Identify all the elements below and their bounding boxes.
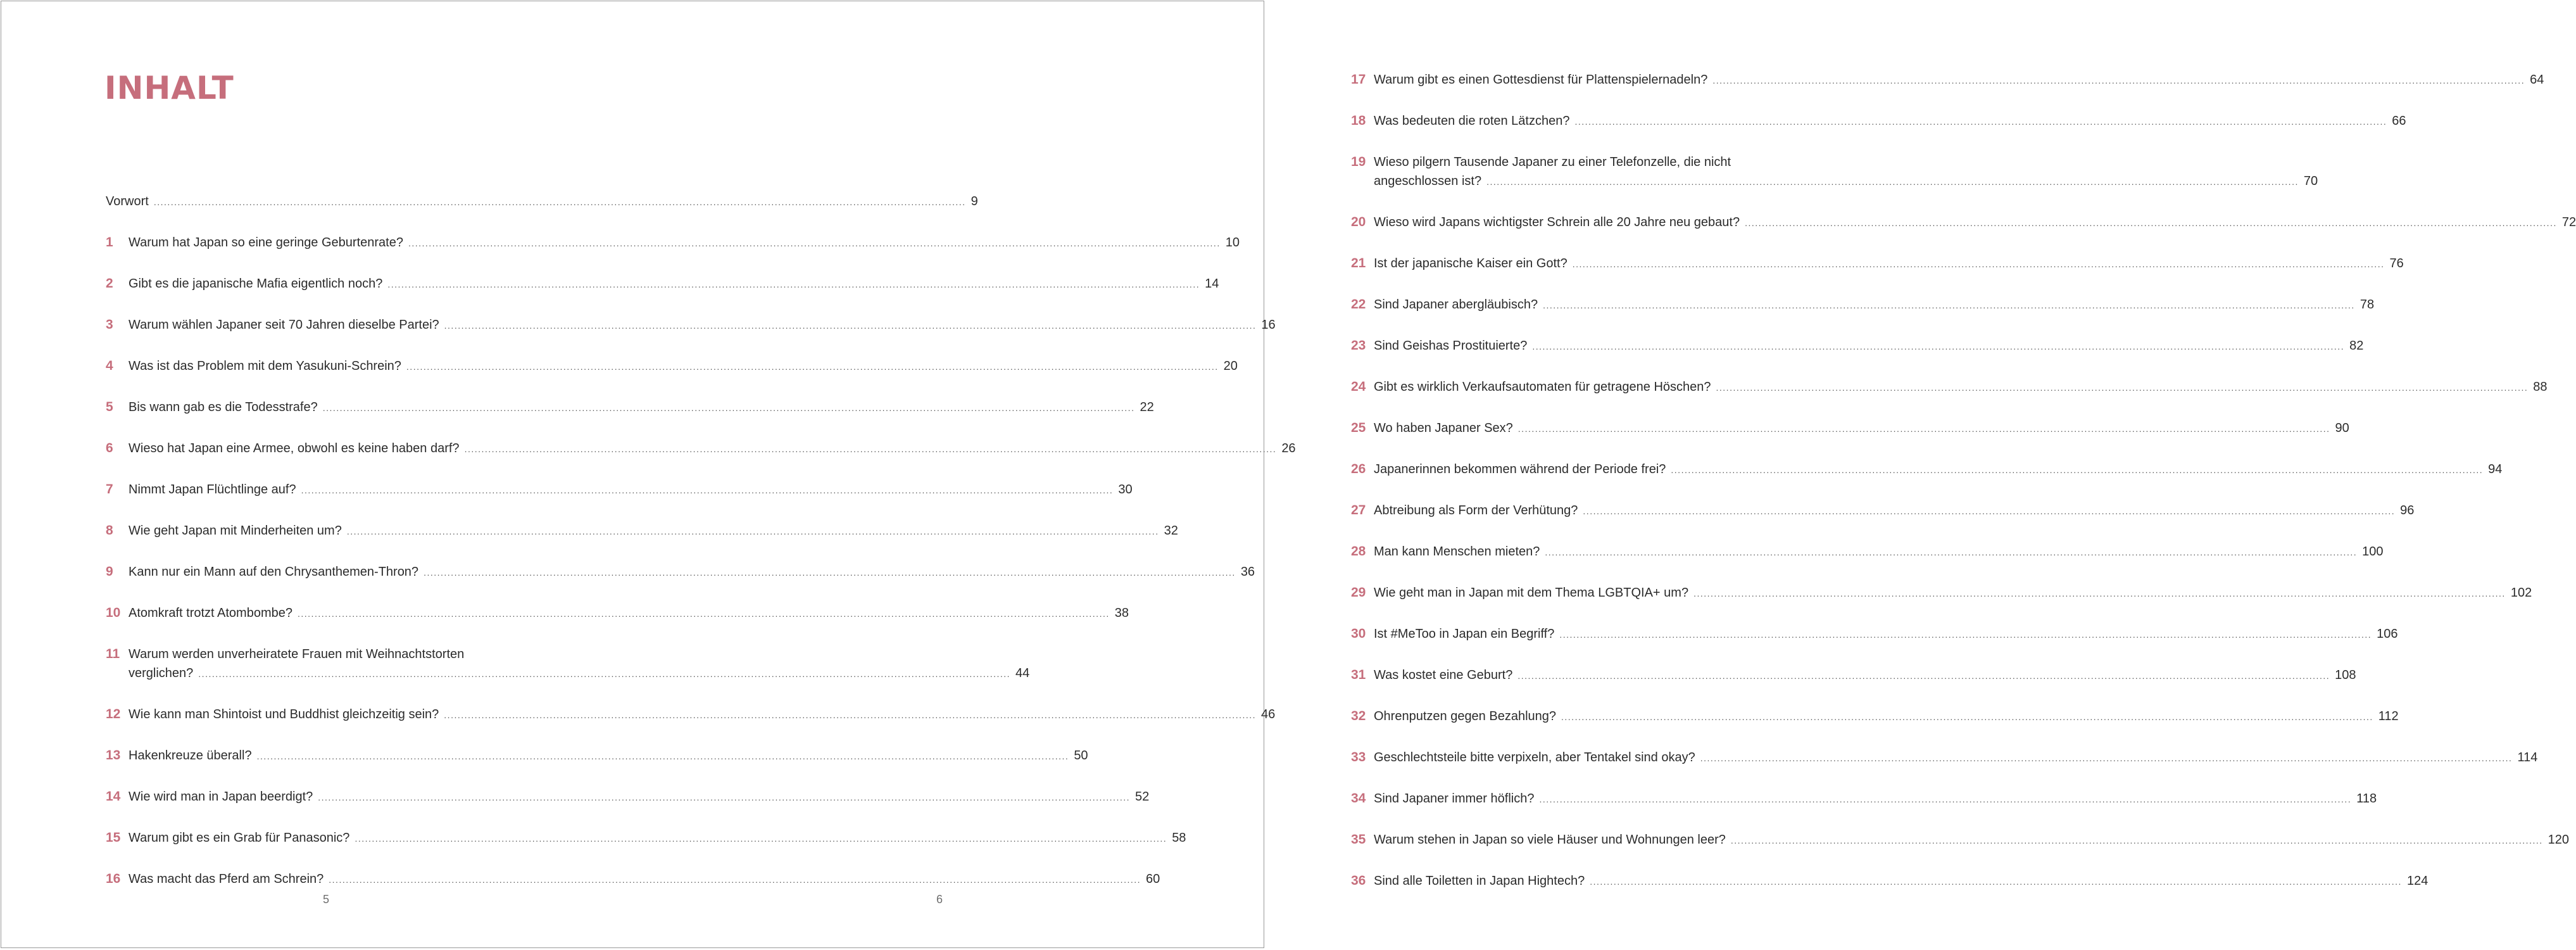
entry-title: Wieso wird Japans wichtigster Schrein alle 20 Jahre neu gebaut?: [1374, 215, 1740, 229]
entry-title: Gibt es die japanische Mafia eigentlich noch?: [129, 277, 383, 291]
entry-number: 4: [106, 358, 113, 373]
entry-page-number: 32: [1164, 524, 1178, 538]
entry-title: Man kann Menschen mieten?: [1374, 545, 1540, 559]
dot-leader: [1590, 872, 2402, 891]
entry-number: 6: [106, 441, 113, 455]
entry-title: Hakenkreuze überall?: [129, 749, 252, 763]
entry-page-number: 94: [2488, 462, 2503, 476]
toc-entry[interactable]: [1351, 666, 2356, 685]
dot-leader: [1671, 460, 2483, 479]
dot-leader: [1539, 790, 2351, 809]
book-spread: [1, 1, 2576, 948]
toc-entry[interactable]: [106, 480, 1133, 500]
entry-number: 16: [106, 871, 121, 886]
entry-number: 22: [1351, 297, 1366, 312]
toc-entry[interactable]: [1351, 153, 2318, 191]
toc-entry[interactable]: [106, 274, 1219, 294]
entry-title: Japanerinnen bekommen während der Periode frei?: [1374, 462, 1666, 476]
toc-entry[interactable]: [1351, 501, 2415, 521]
dot-leader: [1559, 625, 2372, 644]
entry-title: Ohrenputzen gegen Bezahlung?: [1374, 709, 1557, 723]
entry-number: 3: [106, 317, 113, 332]
entry-title: Ist der japanische Kaiser ein Gott?: [1374, 256, 1568, 270]
entry-number: 32: [1351, 709, 1366, 723]
entry-title: Warum stehen in Japan so viele Häuser und Wohnungen leer?: [1374, 833, 1726, 847]
entry-title: Sind Japaner immer höflich?: [1374, 792, 1535, 806]
entry-number: 20: [1351, 215, 1366, 229]
entry-number: 28: [1351, 544, 1366, 559]
entry-page-number: 22: [1140, 400, 1154, 414]
entry-number: 36: [1351, 873, 1366, 888]
entry-title: Sind Japaner abergläubisch?: [1374, 298, 1538, 312]
entry-number: 15: [106, 830, 121, 845]
toc-entry[interactable]: [106, 439, 1296, 459]
dot-leader: [1543, 296, 2355, 315]
entry-number: 19: [1351, 155, 1366, 169]
entry-title: Wie geht Japan mit Minderheiten um?: [129, 524, 342, 538]
toc-entry[interactable]: [106, 562, 1255, 582]
entry-title: Wo haben Japaner Sex?: [1374, 421, 1513, 435]
dot-leader: [1573, 255, 2385, 274]
dot-leader: [1532, 337, 2344, 356]
entry-page-number: 9: [971, 194, 978, 208]
entry-title: Geschlechtsteile bitte verpixeln, aber Tentakel sind okay?: [1374, 750, 1695, 764]
left-page: [1, 1, 1296, 947]
entry-page-number: 102: [2510, 586, 2532, 600]
entry-title: Gibt es wirklich Verkaufsautomaten für getragene Höschen?: [1374, 380, 1711, 394]
entry-page-number: 36: [1240, 565, 1255, 579]
page-title: INHALT: [104, 70, 234, 106]
entry-number: 10: [106, 605, 121, 620]
entry-title: Warum hat Japan so eine geringe Geburtenrate?: [129, 236, 403, 250]
toc-entry[interactable]: [106, 870, 1160, 889]
entry-page-number: 72: [2561, 215, 2576, 229]
toc-list-right: [1351, 70, 2576, 913]
toc-entry[interactable]: [1351, 707, 2399, 726]
dot-leader: [1574, 112, 2387, 131]
toc-entry[interactable]: [1351, 542, 2384, 562]
toc-entry[interactable]: [106, 233, 1240, 253]
entry-page-number: 88: [2533, 380, 2548, 394]
entry-number: 29: [1351, 585, 1366, 600]
toc-entry[interactable]: [106, 315, 1276, 335]
entry-title: Warum gibt es einen Gottesdienst für Plattenspielernadeln?: [1374, 73, 1708, 87]
entry-number: 5: [106, 400, 113, 414]
entry-title-line2: angeschlossen ist?: [1374, 174, 1482, 188]
entry-number: 27: [1351, 503, 1366, 517]
dot-leader: [1731, 831, 2543, 850]
toc-entry[interactable]: [106, 604, 1129, 623]
entry-title: Ist #MeToo in Japan ein Begriff?: [1374, 627, 1555, 641]
entry-number: 25: [1351, 421, 1366, 435]
toc-entry[interactable]: [106, 828, 1186, 848]
toc-list-left: [106, 192, 1296, 911]
entry-page-number: 14: [1205, 277, 1219, 291]
entry-page-number: 26: [1281, 441, 1296, 455]
entry-page-number: 38: [1114, 606, 1129, 620]
entry-title: Warum gibt es ein Grab für Panasonic?: [129, 831, 350, 845]
entry-page-number: 70: [2303, 174, 2318, 188]
dot-leader: [1545, 543, 2357, 562]
page-number-left: 5: [323, 893, 330, 906]
entry-page-number: 76: [2389, 256, 2404, 270]
entry-number: 26: [1351, 462, 1366, 476]
toc-entries-right: [1351, 70, 2576, 891]
entry-title: Wie kann man Shintoist und Buddhist gleichzeitig sein?: [129, 707, 439, 721]
entry-number: 21: [1351, 256, 1366, 270]
entry-title: Was ist das Problem mit dem Yasukuni-Schrein?: [129, 359, 401, 373]
entry-page-number: 108: [2335, 668, 2356, 682]
entry-title: Kann nur ein Mann auf den Chrysanthemen-Thron?: [129, 565, 419, 579]
dot-leader: [1745, 213, 2557, 232]
entry-title-line2: verglichen?: [129, 666, 194, 680]
entry-page-number: 58: [1172, 831, 1186, 845]
toc-entry[interactable]: [1351, 70, 2544, 90]
entry-page-number: 46: [1261, 707, 1276, 721]
entry-number: 1: [106, 235, 113, 250]
dot-leader: [1693, 584, 2506, 603]
entry-title: Was bedeuten die roten Lätzchen?: [1374, 114, 1570, 128]
entry-number: 12: [106, 707, 121, 721]
entry-number: 35: [1351, 832, 1366, 847]
dot-leader: [1712, 71, 2525, 90]
entry-page-number: 100: [2362, 545, 2384, 559]
dot-leader: [1517, 666, 2330, 685]
entry-title: Sind alle Toiletten in Japan Hightech?: [1374, 874, 1585, 888]
dot-leader: [1518, 419, 2330, 438]
toc-entry[interactable]: [1351, 213, 2576, 232]
dot-leader: [1561, 707, 2373, 726]
entry-number: 9: [106, 564, 113, 579]
toc-entry[interactable]: [106, 357, 1238, 376]
toc-entry[interactable]: [1351, 748, 2538, 768]
entry-title: Vorwort: [106, 194, 149, 208]
entry-page-number: 82: [2349, 339, 2364, 353]
page-number-right: 6: [936, 893, 943, 906]
toc-entry[interactable]: [1351, 830, 2570, 850]
entry-title: Wieso hat Japan eine Armee, obwohl es keine haben darf?: [129, 441, 460, 455]
toc-entry[interactable]: [106, 746, 1088, 766]
entry-number: 24: [1351, 379, 1366, 394]
entry-number: 8: [106, 523, 113, 538]
entry-title: Bis wann gab es die Todesstrafe?: [129, 400, 318, 414]
entry-number: 30: [1351, 626, 1366, 641]
toc-entry[interactable]: [1351, 336, 2364, 356]
toc-entry[interactable]: [1351, 377, 2548, 397]
entry-page-number: 114: [2517, 750, 2538, 764]
toc-entry[interactable]: [1351, 419, 2349, 438]
toc-entries-left: [106, 233, 1296, 889]
entry-title: Was macht das Pferd am Schrein?: [129, 872, 324, 886]
entry-title-line1: Wieso pilgern Tausende Japaner zu einer Telefonzelle, die nicht: [1374, 155, 1731, 169]
dot-leader: [1700, 749, 2513, 768]
toc-entry[interactable]: [106, 787, 1150, 807]
toc-entry[interactable]: [1351, 624, 2398, 644]
dot-leader: [1486, 172, 2299, 191]
entry-number: 33: [1351, 750, 1366, 764]
entry-page-number: 60: [1146, 872, 1160, 886]
toc-entry[interactable]: [1351, 789, 2377, 809]
dot-leader: [1583, 502, 2395, 521]
dot-leader: [1716, 378, 2529, 397]
entry-title: Wie geht man in Japan mit dem Thema LGBTQIA+ um?: [1374, 586, 1689, 600]
entry-page-number: 50: [1074, 749, 1088, 763]
entry-number: 2: [106, 276, 113, 291]
entry-number: 13: [106, 748, 121, 763]
entry-number: 34: [1351, 791, 1366, 806]
entry-number: 7: [106, 482, 113, 497]
entry-title: Atomkraft trotzt Atombombe?: [129, 606, 292, 620]
entry-number: 17: [1351, 72, 1366, 87]
entry-title-line1: Warum werden unverheiratete Frauen mit Weihnachtstorten: [129, 647, 465, 661]
entry-page-number: 106: [2377, 627, 2398, 641]
entry-title: Was kostet eine Geburt?: [1374, 668, 1513, 682]
toc-entry[interactable]: [1351, 254, 2404, 274]
entry-title: Sind Geishas Prostituierte?: [1374, 339, 1528, 353]
entry-number: 31: [1351, 668, 1366, 682]
entry-page-number: 90: [2335, 421, 2349, 435]
entry-page-number: 30: [1118, 483, 1133, 497]
toc-entry[interactable]: [106, 645, 1030, 683]
entry-page-number: 16: [1261, 318, 1276, 332]
entry-page-number: 52: [1135, 790, 1150, 804]
entry-title: Warum wählen Japaner seit 70 Jahren dieselbe Partei?: [129, 318, 439, 332]
toc-entry-foreword[interactable]: [106, 192, 978, 212]
toc-entry[interactable]: [1351, 295, 2375, 315]
toc-entry[interactable]: [1351, 111, 2406, 131]
entry-title: Nimmt Japan Flüchtlinge auf?: [129, 483, 296, 497]
entry-title: Abtreibung als Form der Verhütung?: [1374, 504, 1578, 517]
entry-page-number: 10: [1225, 236, 1240, 250]
entry-number: 14: [106, 789, 121, 804]
entry-title: Wie wird man in Japan beerdigt?: [129, 790, 313, 804]
entry-page-number: 120: [2548, 833, 2570, 847]
entry-number: 18: [1351, 113, 1366, 128]
toc-entry[interactable]: [1351, 583, 2532, 603]
entry-page-number: 96: [2400, 504, 2415, 517]
entry-page-number: 20: [1223, 359, 1238, 373]
entry-number: 23: [1351, 338, 1366, 353]
toc-entry[interactable]: [106, 705, 1276, 725]
entry-page-number: 64: [2530, 73, 2544, 87]
toc-entry[interactable]: [106, 521, 1178, 541]
entry-number: 11: [106, 647, 120, 661]
toc-entry[interactable]: [1351, 460, 2503, 479]
toc-entry[interactable]: [1351, 871, 2428, 891]
entry-page-number: 118: [2356, 792, 2377, 806]
entry-page-number: 124: [2406, 874, 2428, 888]
entry-page-number: 78: [2359, 298, 2375, 312]
entry-page-number: 44: [1015, 666, 1030, 680]
entry-page-number: 66: [2392, 114, 2406, 128]
entry-page-number: 112: [2378, 709, 2399, 723]
toc-entry[interactable]: [106, 398, 1154, 417]
